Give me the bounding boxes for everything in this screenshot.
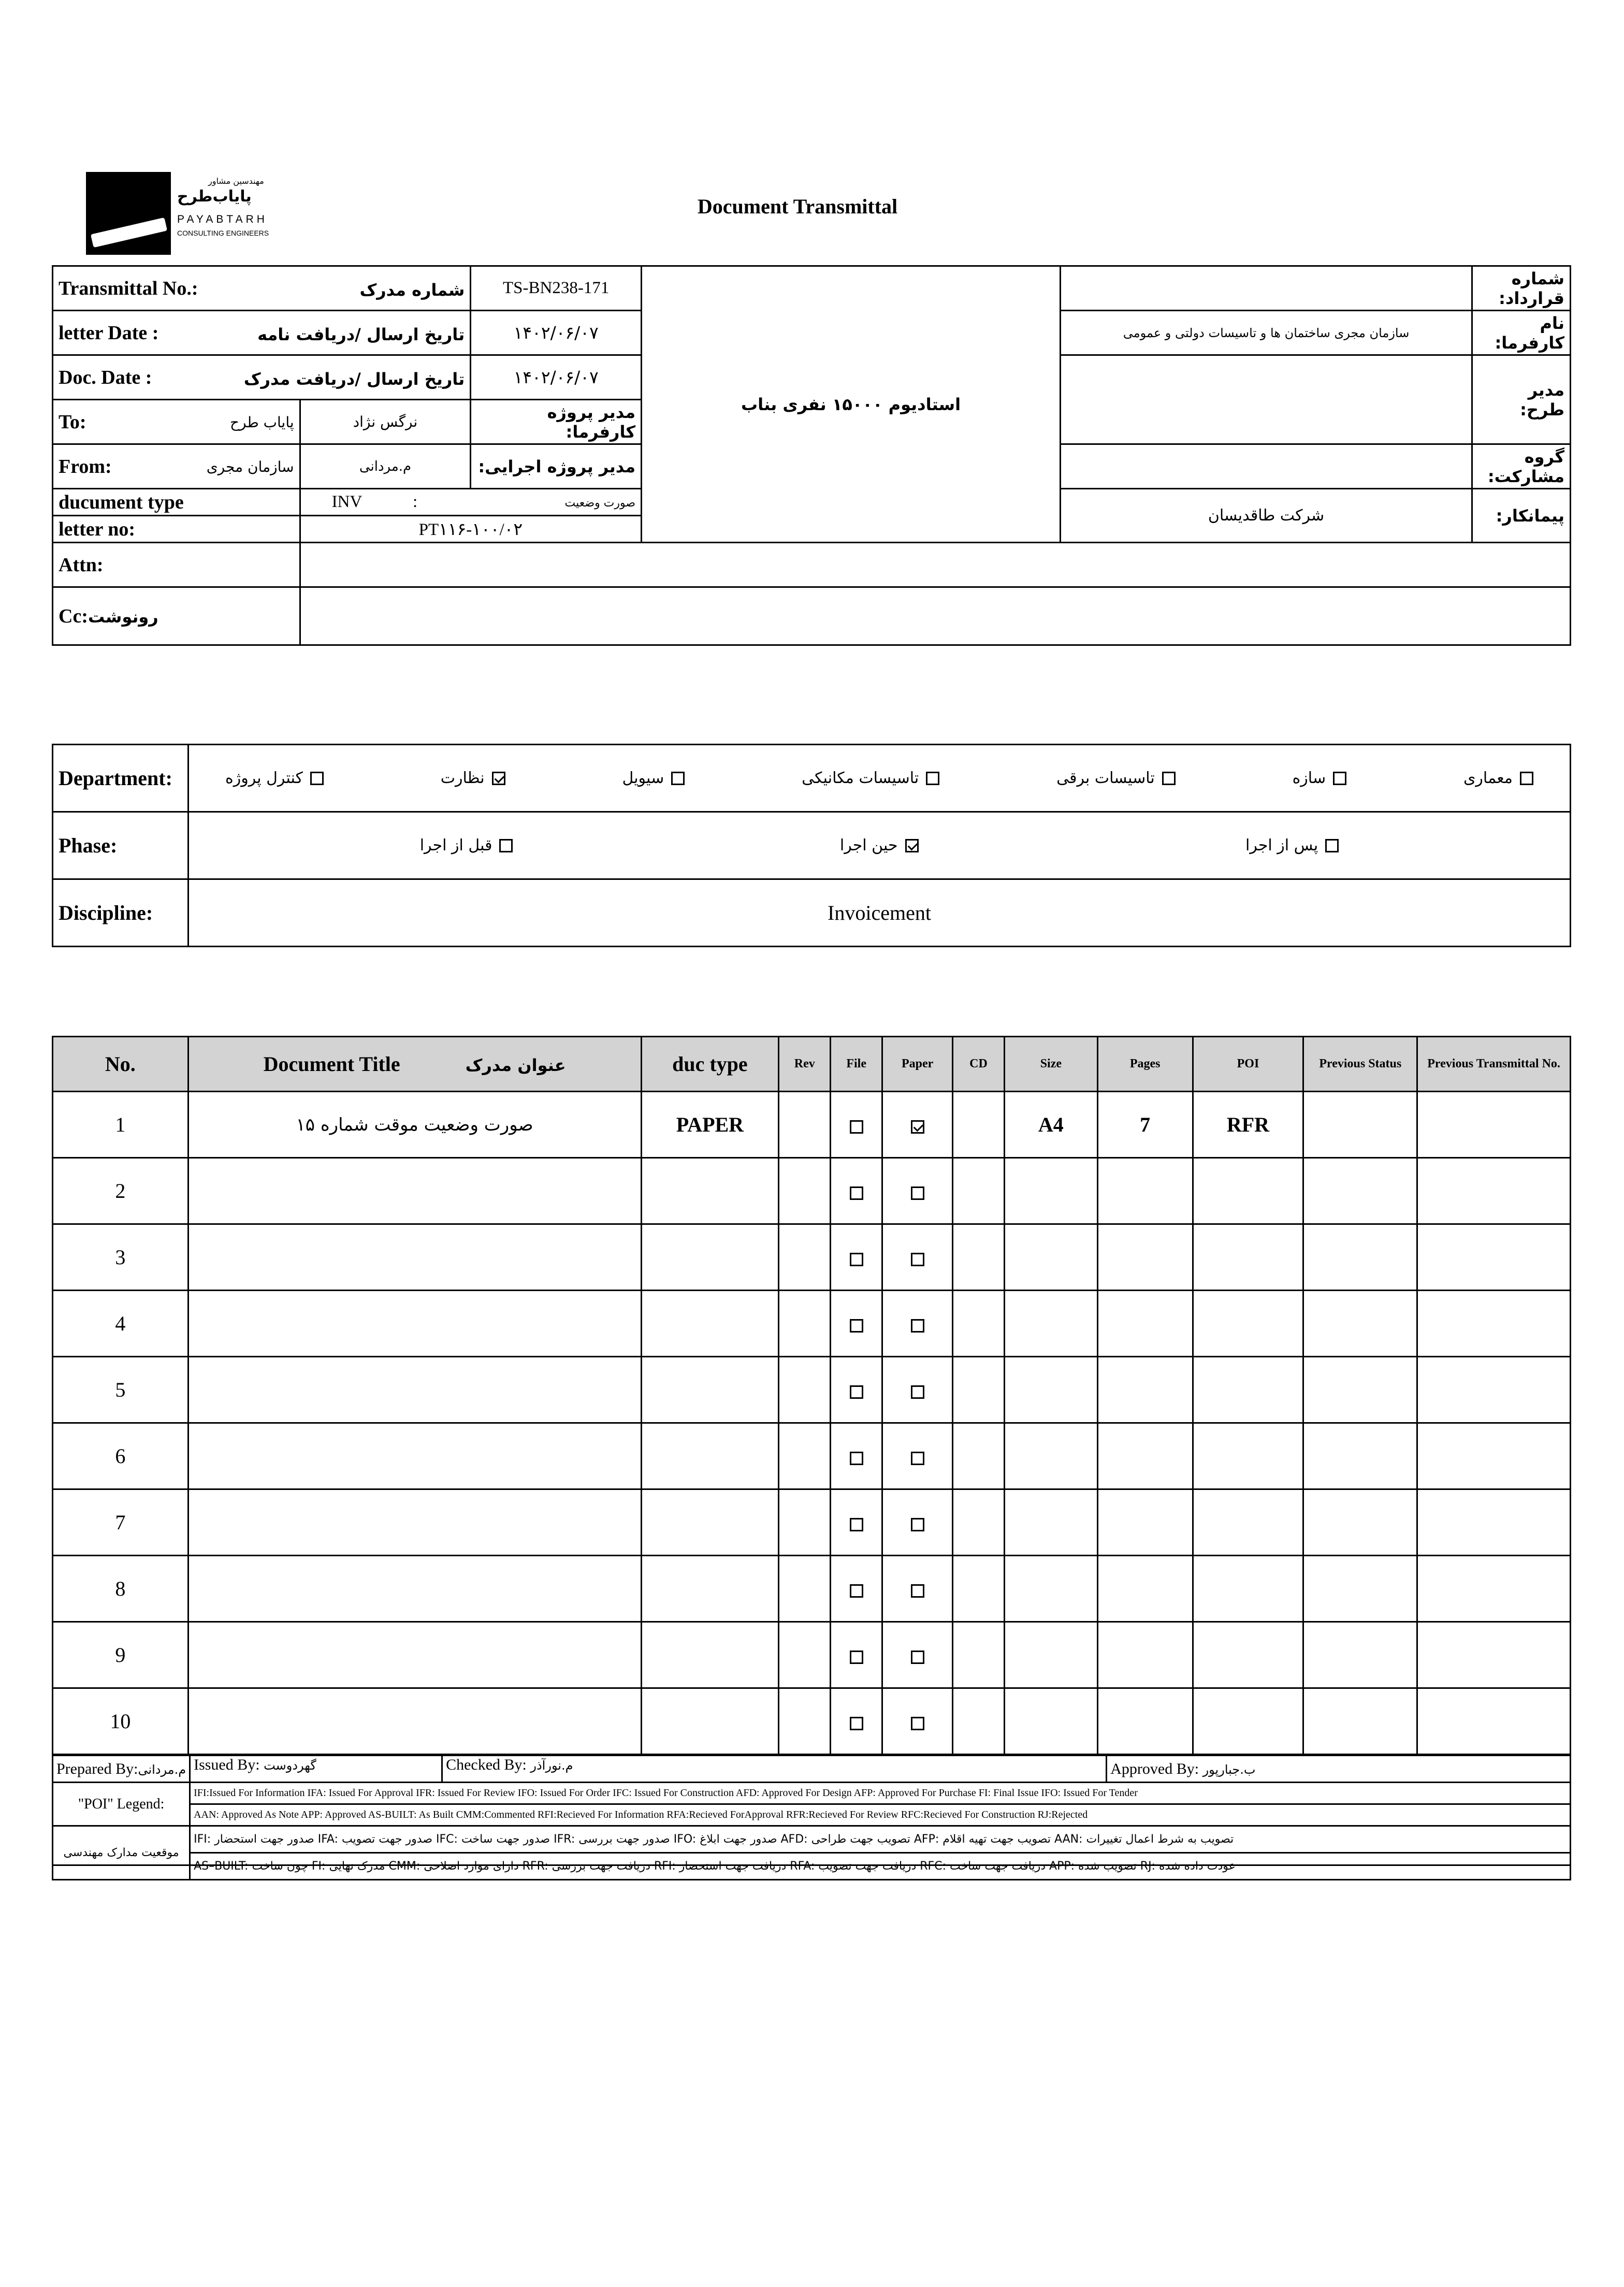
row-prev-status [1303,1489,1417,1556]
checkbox-icon[interactable] [850,1717,863,1730]
table-row [53,1622,1571,1688]
row-pages [1097,1224,1193,1291]
doc-type-value-cell: INV : صورت وضعیت [300,489,641,516]
col-size: Size [1004,1037,1097,1092]
checkbox-icon[interactable] [1520,772,1533,785]
from-row: From: سازمان مجری [53,444,300,489]
row-paper [882,1092,953,1158]
row-title: صورت وضعیت موقت شماره ۱۵ [188,1092,641,1158]
row-no: 4 [53,1291,189,1357]
table-row [53,1357,1571,1423]
letter-date-value: ۱۴۰۲/۰۶/۰۷ [471,311,642,355]
row-poi [1193,1423,1303,1489]
checkbox-icon[interactable] [926,772,939,785]
row-pages [1097,1622,1193,1688]
checkbox-icon[interactable] [850,1253,863,1266]
row-file [831,1489,882,1556]
row-type [641,1357,779,1423]
checkbox-icon[interactable] [671,772,685,785]
logo-tagline: CONSULTING ENGINEERS [177,229,269,237]
row-type [641,1688,779,1755]
row-no: 10 [53,1688,189,1755]
transmittal-no-value: TS-BN238-171 [471,266,642,311]
row-rev [779,1423,831,1489]
table-row [53,1556,1571,1622]
phase-label: Phase: [53,812,189,879]
row-cd [953,1423,1005,1489]
row-type: PAPER [641,1092,779,1158]
row-poi [1193,1357,1303,1423]
dept-option-civil[interactable]: سیویل [622,769,685,787]
row-paper [882,1158,953,1224]
partnership-value [1061,444,1472,489]
checkbox-icon[interactable] [911,1584,924,1598]
issued-by: Issued By: گهردوست [191,1756,443,1782]
department-options [189,745,1571,812]
fa-legend-label: موقعیت مدارک مهندسی [53,1826,190,1880]
checkbox-icon[interactable] [911,1385,924,1399]
row-no: 7 [53,1489,189,1556]
row-paper [882,1489,953,1556]
row-rev [779,1556,831,1622]
row-type [641,1158,779,1224]
dept-option-structure[interactable]: سازه [1293,769,1346,787]
checkbox-icon[interactable] [911,1518,924,1531]
row-prev-transmittal [1417,1224,1571,1291]
row-poi: RFR [1193,1092,1303,1158]
row-cd [953,1158,1005,1224]
row-prev-transmittal [1417,1423,1571,1489]
row-prev-status [1303,1622,1417,1688]
employer-pm-name: نرگس نژاد [300,400,471,444]
discipline-value: Invoicement [189,879,1571,947]
attn-label: Attn: [53,543,300,587]
row-rev [779,1092,831,1158]
cc-value [300,587,1570,645]
row-size [1004,1158,1097,1224]
row-poi [1193,1622,1303,1688]
row-file [831,1291,882,1357]
row-rev [779,1158,831,1224]
row-no: 9 [53,1622,189,1688]
row-size [1004,1423,1097,1489]
dept-option-project-control[interactable]: کنترل پروژه [225,769,324,787]
row-no: 8 [53,1556,189,1622]
row-prev-status [1303,1556,1417,1622]
department-label: Department: [53,745,189,812]
letter-date-label: letter Date : تاریخ ارسال /دریافت نامه [53,311,471,355]
row-rev [779,1622,831,1688]
row-file [831,1556,882,1622]
doc-date-label: Doc. Date : تاریخ ارسال /دریافت مدرک [53,355,471,400]
row-title [188,1489,641,1556]
phase-option-before[interactable]: قبل از اجرا [420,836,513,855]
project-name: استادیوم ۱۵۰۰۰ نفری بناب [642,266,1061,543]
row-file [831,1224,882,1291]
checkbox-icon[interactable] [850,1518,863,1531]
row-pages [1097,1688,1193,1755]
checkbox-icon[interactable] [911,1253,924,1266]
letter-no-value: PT۱۱۶-۱۰۰/۰۲ [300,516,641,543]
row-prev-transmittal [1417,1688,1571,1755]
department-phase-table [52,744,1571,947]
row-size [1004,1291,1097,1357]
logo-subtitle-fa: مهندسین مشاور [208,176,264,186]
row-size [1004,1622,1097,1688]
row-paper [882,1423,953,1489]
table-row [53,1092,1571,1158]
row-rev [779,1357,831,1423]
attn-value [300,543,1570,587]
row-pages [1097,1556,1193,1622]
row-pages [1097,1291,1193,1357]
checked-by-spacer [649,1756,1107,1783]
approved-by: Approved By: ب.جبارپور [1107,1756,1571,1783]
signoff-legend-table [52,1755,1571,1880]
row-title [188,1622,641,1688]
design-manager-label: مدیر طرح: [1472,355,1571,444]
row-pages: 7 [1097,1092,1193,1158]
col-poi: POI [1193,1037,1303,1092]
row-paper [882,1556,953,1622]
row-prev-status [1303,1092,1417,1158]
row-size [1004,1489,1097,1556]
row-size [1004,1224,1097,1291]
phase-option-during[interactable]: حین اجرا [840,836,919,855]
row-size [1004,1556,1097,1622]
row-file [831,1688,882,1755]
row-prev-status [1303,1158,1417,1224]
transmittal-no-label: Transmittal No.: شماره مدرک [53,266,471,311]
row-no: 2 [53,1158,189,1224]
row-cd [953,1556,1005,1622]
row-prev-status [1303,1291,1417,1357]
checkbox-checked-icon[interactable] [911,1120,924,1134]
dept-option-electrical[interactable]: تاسیسات برقی [1056,769,1176,787]
row-poi [1193,1489,1303,1556]
row-title [188,1688,641,1755]
col-prev-transmittal: Previous Transmittal No. [1417,1037,1571,1092]
row-pages [1097,1357,1193,1423]
row-prev-status [1303,1423,1417,1489]
row-cd [953,1092,1005,1158]
letter-no-label: letter no: [53,516,300,543]
partnership-label: گروه مشارکت: [1472,444,1571,489]
design-manager-value [1061,355,1472,444]
poi-legend-label: "POI" Legend: [53,1783,190,1826]
transmittal-info-table [52,265,1571,646]
dept-option-supervision[interactable]: نظارت [441,769,505,787]
dept-option-architecture[interactable]: معماری [1463,769,1533,787]
checkbox-icon[interactable] [850,1651,863,1664]
row-rev [779,1688,831,1755]
col-no: No. [53,1037,189,1092]
table-row [53,1158,1571,1224]
fa-legend-line1: IFI: صدور جهت استحضار IFA: صدور جهت تصویب IFC: صدور جهت ساخت IFR: صدور جهت بررسی IFO: صدور جهت ابلاغ AFD: تصویب جهت طراحی AFP: تصویب جهت تهیه اقلام AAN: تصویب به شرط اعمال تغییرات [190,1826,1571,1853]
row-file [831,1423,882,1489]
row-prev-transmittal [1417,1357,1571,1423]
to-row: To: پایاب طرح [53,400,300,444]
row-poi [1193,1688,1303,1755]
row-cd [953,1291,1005,1357]
contractor-value: شرکت طاقدیسان [1061,489,1472,543]
phase-option-after[interactable]: پس از اجرا [1245,836,1339,855]
row-cd [953,1489,1005,1556]
col-paper: Paper [882,1037,953,1092]
row-size: A4 [1004,1092,1097,1158]
checkbox-icon[interactable] [1162,772,1176,785]
discipline-label: Discipline: [53,879,189,947]
document-title: Document Transmittal [697,195,898,218]
checkbox-icon[interactable] [499,839,513,852]
row-paper [882,1688,953,1755]
prepared-by: Prepared By:م.مردانی [53,1756,190,1783]
phase-options [189,812,1571,879]
checkbox-icon[interactable] [850,1186,863,1200]
row-prev-transmittal [1417,1622,1571,1688]
checkbox-icon[interactable] [911,1651,924,1664]
table-row [53,1688,1571,1755]
row-file [831,1357,882,1423]
table-row [53,1423,1571,1489]
employer-label: نام کارفرما: [1472,311,1571,355]
row-cd [953,1622,1005,1688]
logo-mark [86,172,171,255]
doc-type-label: ducument type [53,489,300,516]
row-type [641,1423,779,1489]
col-title: Document Title عنوان مدرک [188,1037,641,1092]
document-list-body [53,1092,1571,1755]
row-pages [1097,1158,1193,1224]
document-list-table [52,1036,1571,1866]
row-paper [882,1224,953,1291]
row-type [641,1622,779,1688]
checkbox-icon[interactable] [850,1319,863,1333]
checkbox-icon[interactable] [911,1717,924,1730]
row-cd [953,1224,1005,1291]
row-prev-status [1303,1357,1417,1423]
row-prev-transmittal [1417,1291,1571,1357]
logo-company-en: PAYABTARH [177,213,268,225]
row-title [188,1224,641,1291]
row-paper [882,1357,953,1423]
row-type [641,1291,779,1357]
row-rev [779,1224,831,1291]
row-prev-transmittal [1417,1489,1571,1556]
row-rev [779,1291,831,1357]
checkbox-icon[interactable] [911,1452,924,1465]
table-row [53,1224,1571,1291]
doc-date-value: ۱۴۰۲/۰۶/۰۷ [471,355,642,400]
employer-pm-label: مدیر پروژه کارفرما: [471,400,642,444]
row-file [831,1622,882,1688]
row-title [188,1556,641,1622]
col-rev: Rev [779,1037,831,1092]
row-prev-transmittal [1417,1158,1571,1224]
row-cd [953,1357,1005,1423]
col-prev-status: Previous Status [1303,1037,1417,1092]
row-paper [882,1291,953,1357]
cc-label-cell: Cc:رونوشت [53,587,300,645]
row-poi [1193,1224,1303,1291]
row-prev-status [1303,1688,1417,1755]
contract-no-value [1061,266,1472,311]
company-logo [86,172,303,260]
row-no: 3 [53,1224,189,1291]
checkbox-icon[interactable] [911,1186,924,1200]
row-pages [1097,1423,1193,1489]
table-row [53,1291,1571,1357]
row-no: 6 [53,1423,189,1489]
exec-pm-name: م.مردانی [300,444,471,489]
checkbox-icon[interactable] [1333,772,1346,785]
poi-legend-line2: AAN: Approved As Note APP: Approved AS-BUILT: As Built CMM:Commented RFI:Recieved For Information RFA:Recieved ForApproval RFR:Recieved For Review RFC:Recieved For Construction RJ:Rejected [190,1804,1571,1826]
row-type [641,1489,779,1556]
row-prev-transmittal [1417,1092,1571,1158]
col-pages: Pages [1097,1037,1193,1092]
row-title [188,1158,641,1224]
checked-by: Checked By: م.نورآذر [446,1756,573,1773]
row-poi [1193,1291,1303,1357]
fa-legend-line2: AS–BUILT: چون ساخت FI: مدرک نهایی CMM: دارای موارد اصلاحی RFR: دریافت جهت بررسی RFI: دریافت جهت استحضار RFA: دریافت جهت تصویب RFC: دریافت جهت ساخت APP: تصویب شده RJ: عودت داده شده [190,1853,1571,1880]
row-paper [882,1622,953,1688]
row-no: 5 [53,1357,189,1423]
checkbox-icon[interactable] [911,1319,924,1333]
exec-pm-label: مدیر پروژه اجرایی: [471,444,642,489]
table-row [53,1489,1571,1556]
checkbox-icon[interactable] [850,1385,863,1399]
checkbox-checked-icon[interactable] [905,839,919,852]
checkbox-icon[interactable] [850,1584,863,1598]
row-file [831,1158,882,1224]
col-cd: CD [953,1037,1005,1092]
checkbox-icon[interactable] [310,772,324,785]
row-title [188,1423,641,1489]
row-file [831,1092,882,1158]
col-type: duc type [641,1037,779,1092]
row-poi [1193,1158,1303,1224]
checkbox-checked-icon[interactable] [492,772,505,785]
row-prev-transmittal [1417,1556,1571,1622]
row-title [188,1291,641,1357]
checkbox-icon[interactable] [850,1120,863,1134]
row-title [188,1357,641,1423]
row-rev [779,1489,831,1556]
contractor-label: پیمانکار: [1472,489,1571,543]
contract-no-label: شماره قرارداد: [1472,266,1571,311]
row-type [641,1224,779,1291]
logo-company-fa: پایاب‌طرح [177,187,252,206]
issued-checked-row [190,1756,649,1783]
row-pages [1097,1489,1193,1556]
employer-value: سازمان مجری ساختمان ها و تاسیسات دولتی و عمومی [1061,311,1472,355]
checkbox-icon[interactable] [850,1452,863,1465]
row-size [1004,1357,1097,1423]
row-type [641,1556,779,1622]
col-file: File [831,1037,882,1092]
row-poi [1193,1556,1303,1622]
checkbox-icon[interactable] [1325,839,1339,852]
dept-option-mechanical[interactable]: تاسیسات مکانیکی [802,769,939,787]
poi-legend-line1: IFI:Issued For Information IFA: Issued For Approval IFR: Issued For Review IFO: Issued For Order IFC: Issued For Construction AFD: Approved For Design AFP: Approved For Purchase FI: Final Issue IFO: Issued For Tender [190,1783,1571,1804]
row-no: 1 [53,1092,189,1158]
row-size [1004,1688,1097,1755]
row-cd [953,1688,1005,1755]
row-prev-status [1303,1224,1417,1291]
